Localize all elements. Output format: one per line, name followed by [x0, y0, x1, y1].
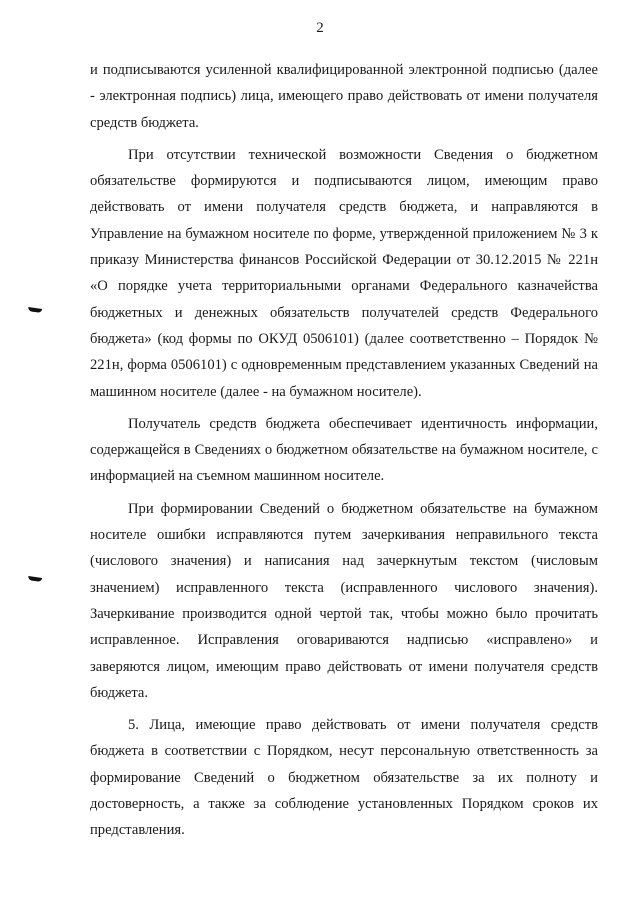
scan-mark	[28, 307, 42, 313]
scan-mark	[28, 576, 42, 582]
paragraph-identity: Получатель средств бюджета обеспечивает идентичность информации, содержащейся в Сведениях о бюджетном обязательстве на бумажном носителе, с информацией на съемном машинном носителе.	[90, 415, 598, 485]
paragraph-paper-form: При отсутствии технической возможности Сведения о бюджетном обязательстве формируются и подписываются лицом, имеющим право действовать от имени получателя средств бюджета, и направляются в Управление на бумажном носителе по форме, утвержденной приложением № 3 к приказу Министерства финансов Российской Федерации от 30.12.2015 № 221н «О порядке учета территориальными органами Федерального казначейства бюджетных и денежных обязательств получателей средств Федерального бюджета» (код формы по ОКУД 0506101) (далее соответственно – Порядок № 221н, форма 0506101) с одновременным представлением указанных Сведений на машинном носителе (далее - на бумажном носителе).	[90, 146, 598, 400]
page-number: 2	[316, 20, 324, 36]
paragraph-corrections: При формировании Сведений о бюджетном обязательстве на бумажном носителе ошибки исправляются путем зачеркивания неправильного текста (числового значения) и написания над зачеркнутым текстом (числовым значением) исправленного текста (исправленного числового значения). Зачеркивание производится одной чертой так, чтобы можно было прочитать исправленное. Исправления оговариваются надписью «исправлено» и заверяются лицом, имеющим право действовать от имени получателя средств бюджета.	[90, 500, 598, 701]
paragraph-item-5: 5. Лица, имеющие право действовать от имени получателя средств бюджета в соответствии с Порядком, несут персональную ответственность за формирование Сведений о бюджетном обязательстве за их полноту и достоверность, а также за соблюдение установленных Порядком сроков их представления.	[90, 717, 598, 839]
document-body	[90, 57, 598, 844]
paragraph-continuation: и подписываются усиленной квалифицированной электронной подписью (далее - электронная подпись) лица, имеющего право действовать от имени получателя средств бюджета.	[90, 62, 598, 131]
